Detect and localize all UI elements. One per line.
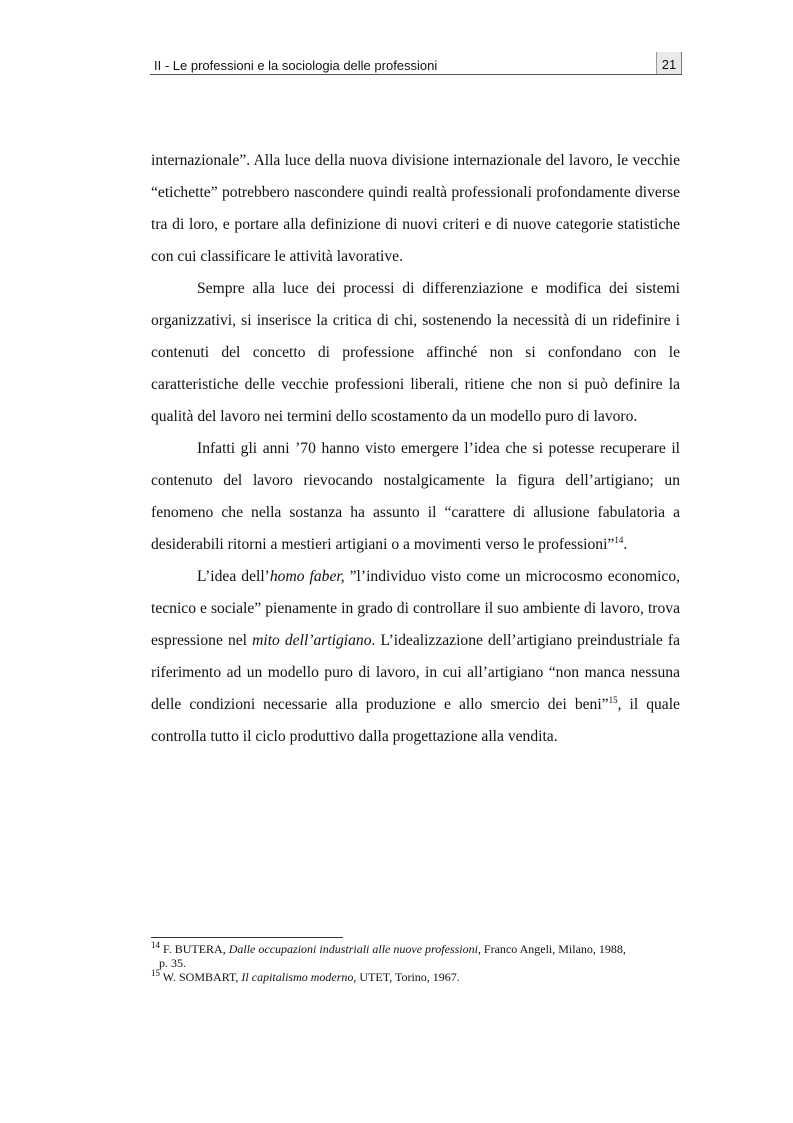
page-number: 21 — [656, 52, 682, 74]
footnote-details: p. 35. — [159, 956, 186, 970]
footnote-author: W. SOMBART, — [160, 970, 242, 984]
footnote-ref[interactable]: 15 — [608, 694, 618, 705]
footnotes — [151, 942, 683, 984]
paragraph-text: Sempre alla luce dei processi di differenziazione e modifica dei sistemi organizzativi, si inserisce la critica di chi, sostenendo la necessità di un ridefinire i contenuti del concetto di professione affinché non si confondano con le caratteristiche delle vecchie professioni liberali, ritiene che non si può definire la qualità del lavoro nei termini dello scostamento da un modello puro di lavoro. — [151, 280, 680, 425]
footnote-details: , UTET, Torino, 1967. — [353, 970, 460, 984]
footnote-title: Il capitalismo moderno — [241, 970, 354, 984]
footnote-number: 15 — [151, 968, 160, 978]
footnote-title: Dalle occupazioni industriali alle nuove professioni — [228, 942, 478, 956]
footnote — [151, 942, 683, 970]
italic-term: homo faber, — [269, 568, 345, 585]
paragraph — [151, 273, 680, 433]
paragraph-text: Infatti gli anni ’70 hanno visto emergere l’idea che si potesse recuperare il contenuto del lavoro rievocando nostalgicamente la figura dell’artigiano; un fenomeno che nella sostanza ha assunto il “carattere di allusione fabulatoria a desiderabili ritorni a mestieri artigiani o a movimenti verso le professioni” — [151, 440, 680, 553]
paragraph — [151, 433, 680, 561]
italic-term: mito dell’artigiano — [252, 632, 372, 649]
paragraph-text: internazionale”. Alla luce della nuova divisione internazionale del lavoro, le vecchie “etichette” potrebbero nascondere quindi realtà professionali profondamente diverse tra di loro, e portare alla definizione di nuovi criteri e di nuove categorie statistiche con cui classificare le attività lavorative. — [151, 152, 680, 265]
paragraph-text: ”l’individuo visto come un microcosmo economico, tecnico e sociale” pienamente in grado di controllare il suo ambiente di lavoro, trova espressione nel — [151, 568, 681, 649]
paragraph — [151, 561, 680, 753]
footnote — [151, 970, 683, 984]
running-header — [150, 50, 682, 75]
paragraph-text: . — [623, 536, 628, 553]
footnote-details: , Franco Angeli, Milano, 1988, — [477, 942, 626, 956]
footnote-number: 14 — [151, 940, 160, 950]
paragraph — [151, 145, 680, 273]
paragraph-text: L’idea dell’ — [197, 568, 270, 585]
body-text — [151, 145, 680, 753]
footnote-divider — [151, 937, 343, 938]
footnote-author: F. BUTERA, — [160, 942, 229, 956]
chapter-title: II - Le professioni e la sociologia delle professioni — [154, 58, 438, 73]
footnote-ref[interactable]: 14 — [614, 534, 624, 545]
paragraph-text: . L’idealizzazione dell’artigiano preindustriale fa riferimento ad un modello puro di lavoro, in cui all’artigiano “non manca nessuna delle condizioni necessarie alla produzione e allo smercio dei beni” — [151, 632, 681, 713]
paragraph-text: , il quale controlla tutto il ciclo produttivo dalla progettazione alla vendita. — [151, 696, 680, 745]
